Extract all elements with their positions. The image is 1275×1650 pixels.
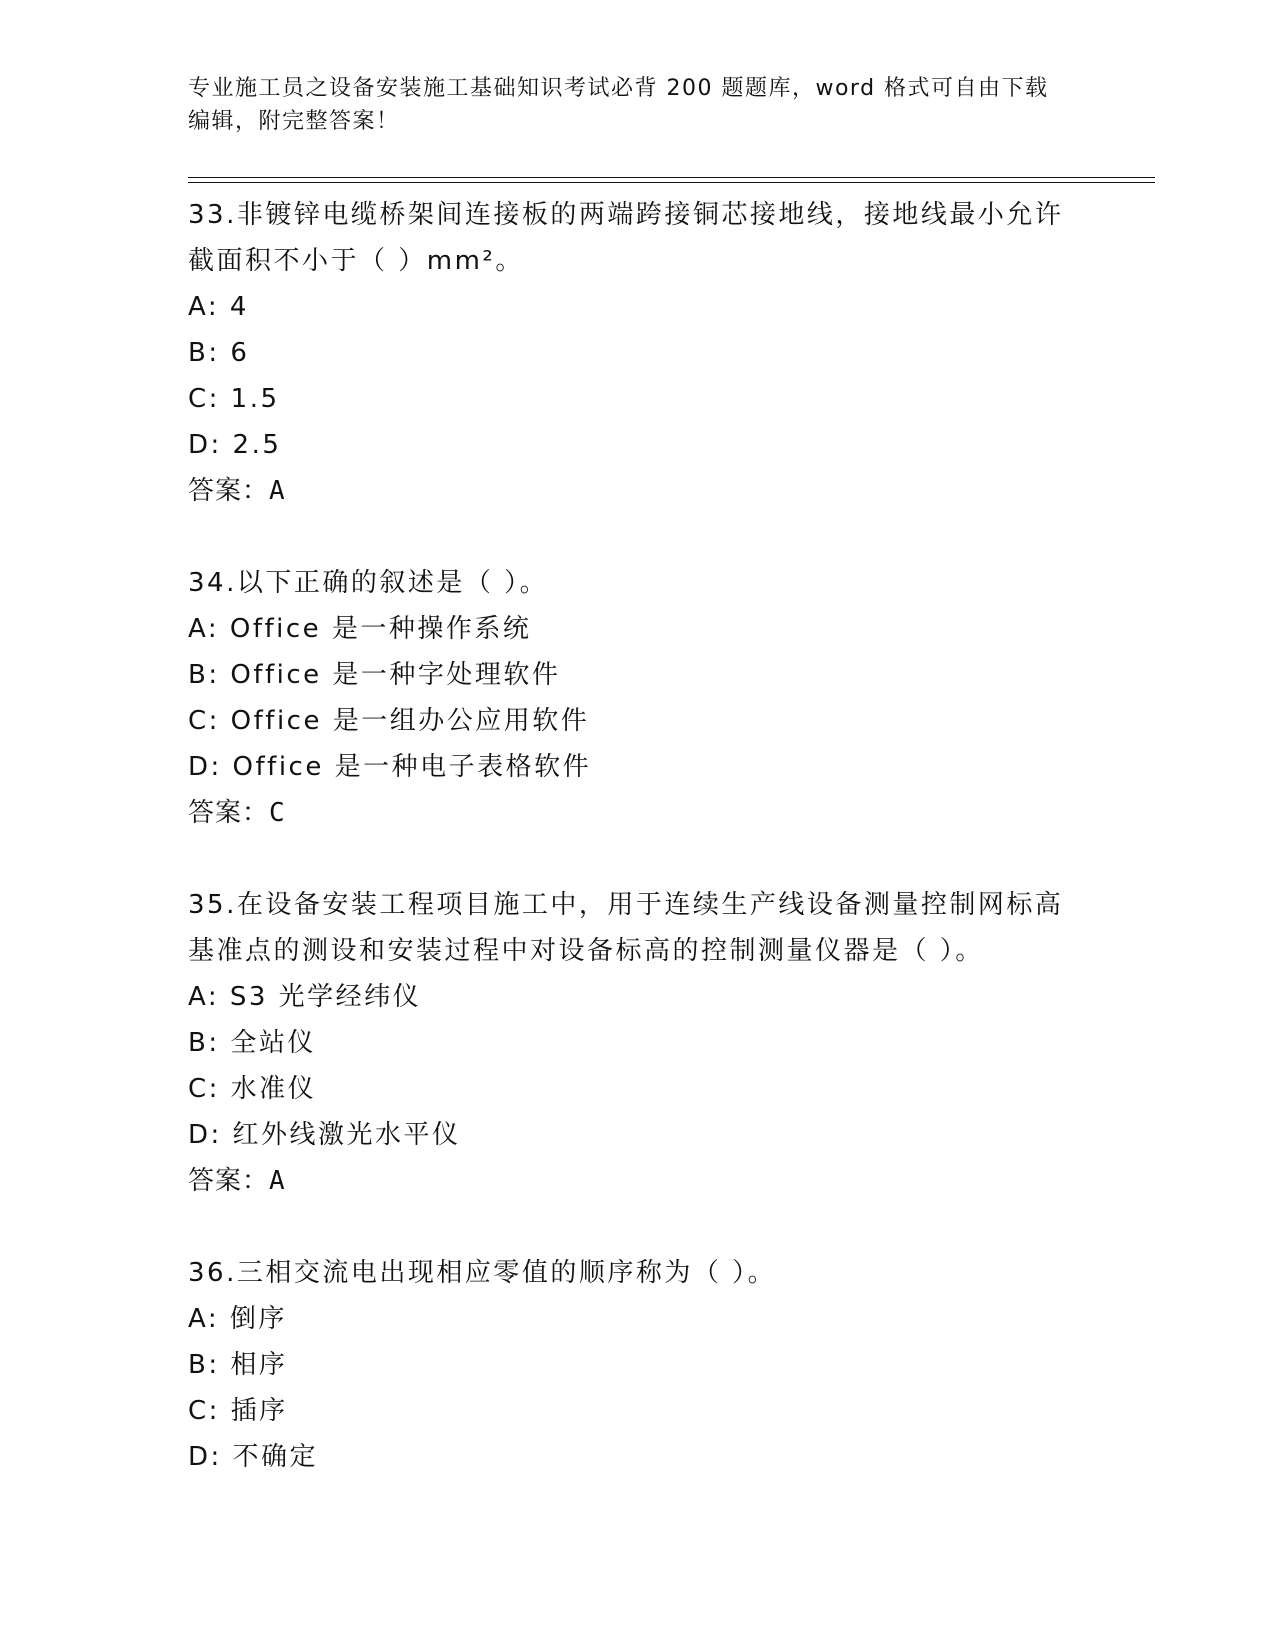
question-number: 33. <box>188 200 237 230</box>
option-b: B: 全站仪 <box>188 1028 316 1058</box>
option-b: B: Office 是一种字处理软件 <box>188 660 561 690</box>
question-text: 三相交流电出现相应零值的顺序称为（ ）。 <box>236 1258 777 1288</box>
answer-line <box>188 468 1088 514</box>
question-text: 非镀锌电缆桥架间连接板的两端跨接铜芯接地线，接地线最小允许截面积不小于（ ）mm²。 <box>188 200 1064 276</box>
question-stem <box>188 560 1088 606</box>
document-header <box>188 72 1088 138</box>
answer-line <box>188 1158 1088 1204</box>
option-d: D: 红外线激光水平仪 <box>188 1120 461 1150</box>
answer-line <box>188 790 1088 836</box>
option-d: D: 不确定 <box>188 1442 319 1472</box>
option-a: A: Office 是一种操作系统 <box>188 614 532 644</box>
option-b: B: 6 <box>188 338 250 368</box>
question-text: 以下正确的叙述是（ ）。 <box>236 568 549 598</box>
question-number: 34. <box>188 568 237 598</box>
question-34 <box>188 560 1088 836</box>
question-stem <box>188 882 1088 974</box>
option-a: A: S3 光学经纬仪 <box>188 982 422 1012</box>
option-c: C: Office 是一组办公应用软件 <box>188 706 590 736</box>
option-c: C: 水准仪 <box>188 1074 317 1104</box>
option-d: D: 2.5 <box>188 430 282 460</box>
answer-label: 答案： <box>188 476 270 506</box>
answer-label: 答案： <box>188 1166 270 1196</box>
header-line-1: 专业施工员之设备安装施工基础知识考试必背 200 题题库，word 格式可自由下载 <box>188 76 1049 101</box>
question-text: 在设备安装工程项目施工中，用于连续生产线设备测量控制网标高基准点的测设和安装过程中对设备标高的控制测量仪器是（ ）。 <box>188 890 1064 966</box>
option-c: C: 插序 <box>188 1396 288 1426</box>
option-a: A: 4 <box>188 292 249 322</box>
question-stem <box>188 1250 1088 1296</box>
question-33 <box>188 192 1088 514</box>
question-list <box>188 192 1088 1526</box>
question-36 <box>188 1250 1088 1480</box>
header-divider-top <box>188 177 1155 178</box>
answer-value: A <box>269 1166 286 1196</box>
question-stem <box>188 192 1088 284</box>
option-b: B: 相序 <box>188 1350 288 1380</box>
option-a: A: 倒序 <box>188 1304 287 1334</box>
answer-value: A <box>269 476 286 506</box>
question-number: 35. <box>188 890 237 920</box>
answer-label: 答案： <box>188 798 270 828</box>
answer-value: C <box>269 798 286 828</box>
option-c: C: 1.5 <box>188 384 280 414</box>
header-divider-bottom <box>188 182 1155 183</box>
question-number: 36. <box>188 1258 237 1288</box>
option-d: D: Office 是一种电子表格软件 <box>188 752 592 782</box>
header-line-2: 编辑，附完整答案！ <box>188 109 400 134</box>
question-35 <box>188 882 1088 1204</box>
